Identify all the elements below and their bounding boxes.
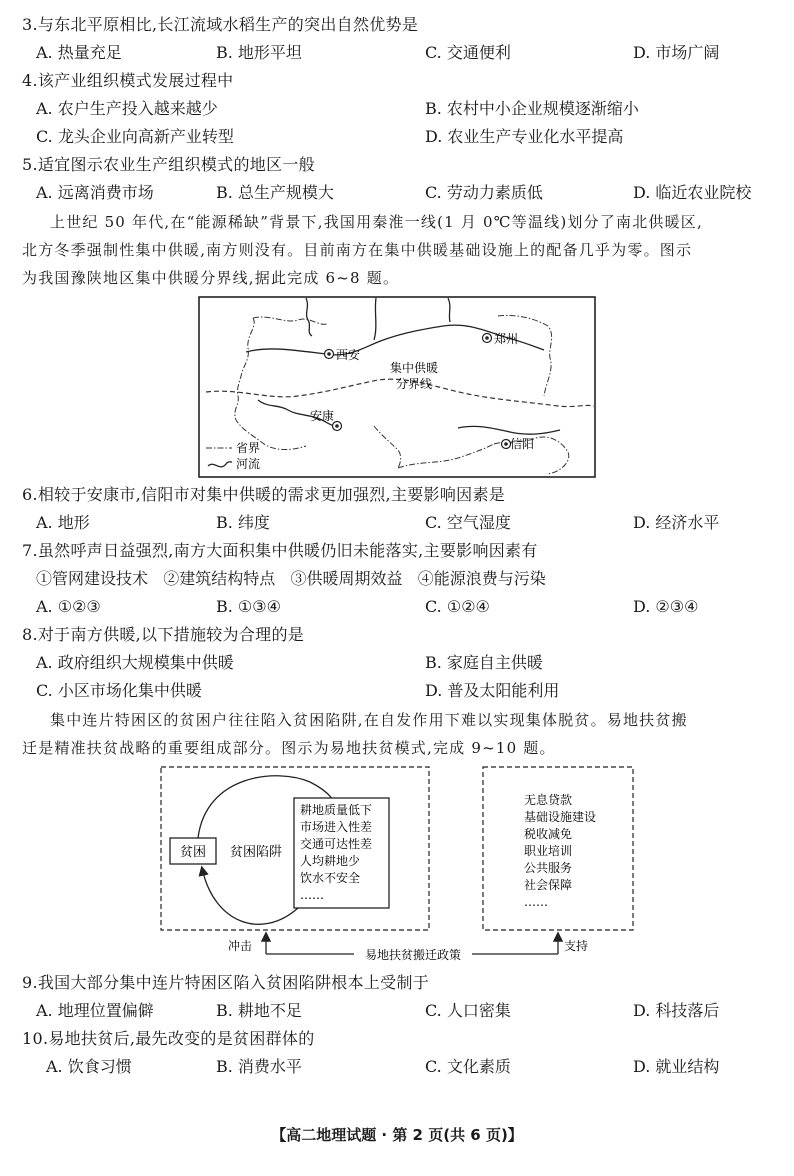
legend-river-label: 河流 bbox=[236, 457, 261, 471]
q10-option-d: D. 就业结构 bbox=[633, 1057, 720, 1076]
passage2-line2: 迁是精准扶贫战略的重要组成部分。图示为易地扶贫模式,完成 9~10 题。 bbox=[22, 739, 556, 757]
cycle-arrow-bottom bbox=[202, 868, 298, 924]
cause-item: 市场进入性差 bbox=[300, 820, 373, 834]
measure-item: 公共服务 bbox=[524, 861, 573, 875]
svg-text:信阳: 信阳 bbox=[510, 437, 535, 451]
q7-option-a: A. ①②③ bbox=[36, 597, 101, 616]
q6-option-b: B. 纬度 bbox=[216, 513, 270, 532]
q9-stem: 9.我国大部分集中连片特困区陷入贫困陷阱根本上受制于 bbox=[22, 973, 430, 992]
q5-option-c: C. 劳动力素质低 bbox=[425, 183, 543, 202]
support-label: 支持 bbox=[564, 939, 589, 953]
q10-stem: 10.易地扶贫后,最先改变的是贫困群体的 bbox=[22, 1029, 315, 1048]
measures-list bbox=[524, 792, 596, 909]
q6-option-d: D. 经济水平 bbox=[633, 513, 720, 532]
q10-option-a: A. 饮食习惯 bbox=[46, 1057, 132, 1076]
q10-option-b: B. 消费水平 bbox=[216, 1057, 302, 1076]
measure-item: 社会保障 bbox=[524, 878, 573, 892]
q4-option-d: D. 农业生产专业化水平提高 bbox=[425, 127, 624, 146]
q9-option-a: A. 地理位置偏僻 bbox=[36, 1001, 154, 1020]
q7-items: ①管网建设技术 ②建筑结构特点 ③供暖周期效益 ④能源浪费与污染 bbox=[36, 569, 546, 588]
q3-option-c: C. 交通便利 bbox=[425, 43, 511, 62]
measure-item: …… bbox=[524, 895, 548, 909]
q4-option-a: A. 农户生产投入越来越少 bbox=[36, 99, 218, 118]
legend-province-label: 省界 bbox=[236, 441, 261, 455]
q7-stem: 7.虽然呼声日益强烈,南方大面积集中供暖仍旧未能落实,主要影响因素有 bbox=[22, 541, 538, 560]
q7-option-b: B. ①③④ bbox=[216, 597, 281, 616]
measure-item: 职业培训 bbox=[524, 844, 573, 858]
passage1-line2: 北方冬季强制性集中供暖,南方则没有。目前南方在集中供暖基础设施上的配备几乎为零。图示 bbox=[22, 241, 693, 259]
q9-option-b: B. 耕地不足 bbox=[216, 1001, 302, 1020]
poverty-label: 贫困 bbox=[179, 845, 207, 860]
cause-item: 饮水不安全 bbox=[300, 871, 361, 885]
q4-option-c: C. 龙头企业向高新产业转型 bbox=[36, 127, 234, 146]
q8-option-d: D. 普及太阳能利用 bbox=[425, 681, 560, 700]
q4-option-b: B. 农村中小企业规模逐渐缩小 bbox=[425, 99, 639, 118]
impact-label: 冲击 bbox=[228, 939, 253, 953]
q8-stem: 8.对于南方供暖,以下措施较为合理的是 bbox=[22, 625, 305, 644]
q6-option-c: C. 空气湿度 bbox=[425, 513, 511, 532]
q4-stem: 4.该产业组织模式发展过程中 bbox=[22, 71, 234, 90]
passage1-line1: 上世纪 50 年代,在“能源稀缺”背景下,我国用秦淮一线(1 月 0℃等温线)划分了南北供暖区, bbox=[50, 213, 703, 231]
q6-option-a: A. 地形 bbox=[36, 513, 90, 532]
q5-option-b: B. 总生产规模大 bbox=[216, 183, 334, 202]
q7-option-c: C. ①②④ bbox=[425, 597, 490, 616]
boundary-label-2: 分界线 bbox=[396, 377, 433, 391]
measure-item: 基础设施建设 bbox=[524, 810, 597, 824]
svg-text:西安: 西安 bbox=[336, 348, 361, 362]
q10-option-c: C. 文化素质 bbox=[425, 1057, 511, 1076]
q8-option-a: A. 政府组织大规模集中供暖 bbox=[36, 653, 234, 672]
policy-label: 易地扶贫搬迁政策 bbox=[364, 948, 462, 962]
q5-stem: 5.适宜图示农业生产组织模式的地区一般 bbox=[22, 155, 315, 174]
cause-item: 人均耕地少 bbox=[300, 854, 361, 868]
q8-option-c: C. 小区市场化集中供暖 bbox=[36, 681, 202, 700]
q8-option-b: B. 家庭自主供暖 bbox=[425, 653, 543, 672]
heating-boundary-map bbox=[198, 296, 596, 478]
q3-stem: 3.与东北平原相比,长江流域水稻生产的突出自然优势是 bbox=[22, 15, 419, 34]
cause-item: 交通可达性差 bbox=[300, 837, 373, 851]
svg-text:郑州: 郑州 bbox=[494, 332, 519, 346]
q9-option-d: D. 科技落后 bbox=[633, 1001, 720, 1020]
cause-item: 耕地质量低下 bbox=[300, 803, 373, 817]
measure-item: 税收减免 bbox=[524, 827, 573, 841]
q3-option-a: A. 热量充足 bbox=[36, 43, 122, 62]
poverty-relocation-diagram bbox=[158, 764, 640, 964]
poverty-trap-label: 贫困陷阱 bbox=[230, 845, 283, 860]
q6-stem: 6.相较于安康市,信阳市对集中供暖的需求更加强烈,主要影响因素是 bbox=[22, 485, 506, 504]
q7-option-d: D. ②③④ bbox=[633, 597, 699, 616]
passage1-line3: 为我国豫陕地区集中供暖分界线,据此完成 6~8 题。 bbox=[22, 269, 400, 287]
q3-option-d: D. 市场广阔 bbox=[633, 43, 720, 62]
q9-option-c: C. 人口密集 bbox=[425, 1001, 511, 1020]
q5-option-d: D. 临近农业院校 bbox=[633, 183, 752, 202]
passage2-line1: 集中连片特困区的贫困户往往陷入贫困陷阱,在自发作用下难以实现集体脱贫。易地扶贫搬 bbox=[50, 711, 688, 729]
q3-option-b: B. 地形平坦 bbox=[216, 43, 302, 62]
cause-item: …… bbox=[300, 888, 324, 902]
measure-item: 无息贷款 bbox=[524, 793, 573, 807]
boundary-label-1: 集中供暖 bbox=[390, 361, 439, 375]
page-footer: 【高二地理试题 · 第 2 页(共 6 页)】 bbox=[271, 1126, 523, 1144]
q5-option-a: A. 远离消费市场 bbox=[36, 183, 154, 202]
svg-text:安康: 安康 bbox=[310, 409, 335, 423]
